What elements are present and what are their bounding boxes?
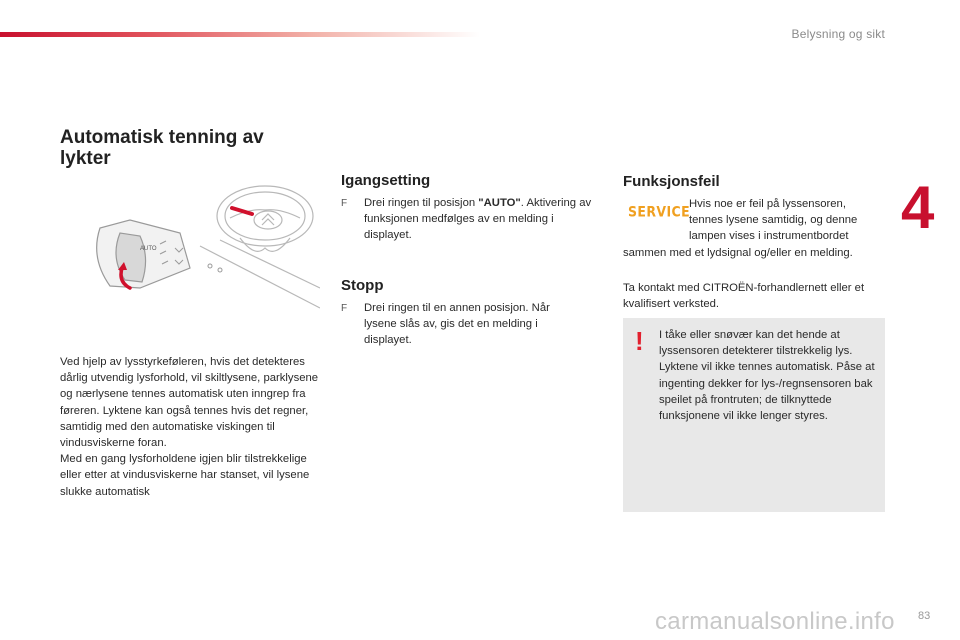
funksjonsfeil-heading: Funksjonsfeil [623,173,720,190]
igangsetting-heading: Igangsetting [341,172,431,189]
stopp-item: F Drei ringen til en annen posisjon. Når lysene slås av, gis det en melding i displayet. [341,302,550,347]
igangsetting-item: F Drei ringen til posisjon "AUTO". Aktivering av funksjonen medfølges av en melding i displayet. [341,197,592,242]
header-accent-stripe [0,32,480,37]
chapter-number: 4 [901,174,935,241]
warning-box [623,318,885,512]
intro-paragraph-1: Ved hjelp av lysstyrkeføleren, hvis det detekteres dårlig utvendig lysforhold, vil skiltlysene, parklysene og nærlysene tennes automatisk uten inngrep fra føreren. Lyktene kan også tennes hvis det regner, samtidig med den automatiske viskingen til vindusviskerne foran. [60,356,319,450]
auto-position-label: "AUTO" [478,197,521,209]
page-number: 83 [918,610,931,622]
intro-paragraph-2: Med en gang lysforholdene igjen blir tilstrekkelige eller etter at vindusviskerne har stanset, vil lysene slukke automatisk [60,453,310,498]
intro-text [60,354,325,500]
page-title: Automatisk tenning av lykter [60,127,264,169]
warning-text: I tåke eller snøvær kan det hende at lyssensoren detekterer tilstrekkelig lys. Lyktene vil ikke tennes automatisk. Påse at ingenting dekker for lys-/regnsensoren bak speilet på frontruten; de tilknyttede funksjonene vil ikke lenger styres. [659,329,875,423]
bullet-mark: F [341,303,348,314]
stopp-heading: Stopp [341,277,384,294]
stalk-auto-label: AUTO [140,246,157,252]
steering-wheel-icon [200,186,320,308]
exclamation-icon: ! [635,326,644,356]
section-title: Belysning og sikt [791,27,885,41]
control-stalk [97,220,190,288]
service-warning-icon: SERVICE [628,202,691,221]
contact-text: Ta kontakt med CITROËN-forhandlernett eller et kvalifisert verksted. [623,282,865,311]
funksjonsfeil-text: Hvis noe er feil på lyssensoren, tennes lysene samtidig, og denne lampen vises i instrumentbordet sammen med et lydsignal og/eller en melding. [623,198,858,259]
watermark: carmanualsonline.info [655,608,895,635]
bullet-mark: F [341,198,348,209]
light-stalk-illustration [80,178,320,328]
